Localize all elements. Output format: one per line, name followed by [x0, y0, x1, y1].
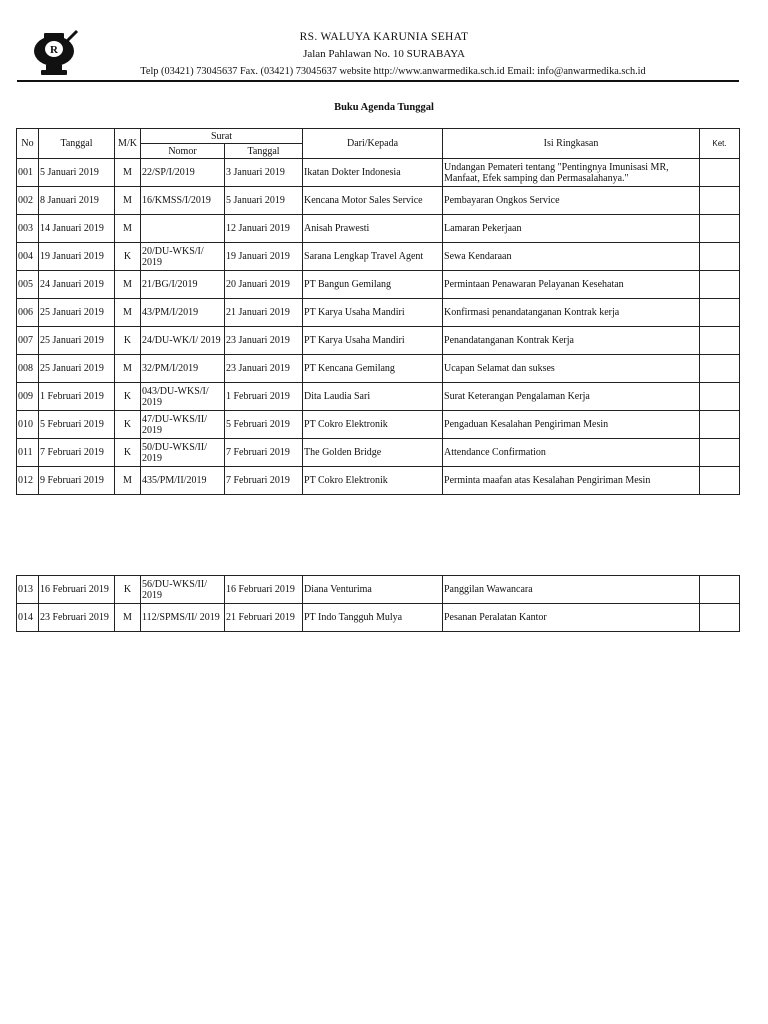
cell-no: 010	[17, 411, 39, 439]
col-header-nomor: Nomor	[141, 144, 225, 159]
cell-mk: M	[115, 604, 141, 632]
cell-tanggal: 5 Februari 2019	[39, 411, 115, 439]
header-divider	[17, 80, 739, 82]
cell-nomor: 16/KMSS/I/2019	[141, 187, 225, 215]
table-row	[17, 355, 740, 383]
col-header-mk: M/K	[115, 129, 141, 159]
cell-isi-ringkasan: Pembayaran Ongkos Service	[443, 187, 700, 215]
cell-mk: M	[115, 355, 141, 383]
cell-isi-ringkasan: Pengaduan Kesalahan Pengiriman Mesin	[443, 411, 700, 439]
logo-text: R	[50, 44, 58, 56]
cell-dari-kepada: Sarana Lengkap Travel Agent	[303, 243, 443, 271]
cell-mk: K	[115, 383, 141, 411]
cell-isi-ringkasan: Sewa Kendaraan	[443, 243, 700, 271]
table-row	[17, 411, 740, 439]
cell-ket	[700, 411, 740, 439]
cell-ket	[700, 383, 740, 411]
cell-dari-kepada: PT Cokro Elektronik	[303, 411, 443, 439]
cell-isi-ringkasan: Ucapan Selamat dan sukses	[443, 355, 700, 383]
table-row	[17, 243, 740, 271]
cell-ket	[700, 439, 740, 467]
cell-nomor: 50/DU-WKS/II/ 2019	[141, 439, 225, 467]
cell-surat-tanggal: 23 Januari 2019	[225, 355, 303, 383]
cell-nomor: 43/PM/I/2019	[141, 299, 225, 327]
cell-ket	[700, 467, 740, 495]
cell-ket	[700, 355, 740, 383]
cell-nomor: 22/SP/I/2019	[141, 159, 225, 187]
cell-dari-kepada: The Golden Bridge	[303, 439, 443, 467]
cell-surat-tanggal: 21 Februari 2019	[225, 604, 303, 632]
cell-tanggal: 25 Januari 2019	[39, 355, 115, 383]
cell-no: 008	[17, 355, 39, 383]
table-row	[17, 383, 740, 411]
col-header-surat: Surat	[141, 129, 303, 144]
cell-mk: K	[115, 576, 141, 604]
cell-isi-ringkasan: Penandatanganan Kontrak Kerja	[443, 327, 700, 355]
hospital-address: Jalan Pahlawan No. 10 SURABAYA	[303, 48, 465, 60]
cell-no: 012	[17, 467, 39, 495]
cell-tanggal: 19 Januari 2019	[39, 243, 115, 271]
cell-isi-ringkasan: Perminta maafan atas Kesalahan Pengiriman Mesin	[443, 467, 700, 495]
cell-ket	[700, 327, 740, 355]
cell-surat-tanggal: 5 Januari 2019	[225, 187, 303, 215]
cell-no: 011	[17, 439, 39, 467]
cell-ket	[700, 271, 740, 299]
cell-dari-kepada: PT Karya Usaha Mandiri	[303, 327, 443, 355]
cell-mk: M	[115, 271, 141, 299]
col-header-surat-tanggal: Tanggal	[225, 144, 303, 159]
col-header-no: No	[17, 129, 39, 159]
cell-tanggal: 25 Januari 2019	[39, 327, 115, 355]
cell-dari-kepada: PT Bangun Gemilang	[303, 271, 443, 299]
cell-no: 004	[17, 243, 39, 271]
cell-isi-ringkasan: Surat Keterangan Pengalaman Kerja	[443, 383, 700, 411]
cell-no: 013	[17, 576, 39, 604]
cell-no: 002	[17, 187, 39, 215]
cell-nomor: 112/SPMS/II/ 2019	[141, 604, 225, 632]
cell-nomor: 47/DU-WKS/II/ 2019	[141, 411, 225, 439]
cell-mk: K	[115, 243, 141, 271]
table-row	[17, 159, 740, 187]
cell-surat-tanggal: 1 Februari 2019	[225, 383, 303, 411]
cell-surat-tanggal: 7 Februari 2019	[225, 467, 303, 495]
col-header-tanggal: Tanggal	[39, 129, 115, 159]
cell-dari-kepada: PT Cokro Elektronik	[303, 467, 443, 495]
cell-ket	[700, 215, 740, 243]
table-row	[17, 215, 740, 243]
cell-no: 009	[17, 383, 39, 411]
cell-mk: K	[115, 411, 141, 439]
cell-tanggal: 14 Januari 2019	[39, 215, 115, 243]
cell-ket	[700, 187, 740, 215]
cell-surat-tanggal: 16 Februari 2019	[225, 576, 303, 604]
cell-dari-kepada: Kencana Motor Sales Service	[303, 187, 443, 215]
cell-dari-kepada: Anisah Prawesti	[303, 215, 443, 243]
cell-no: 001	[17, 159, 39, 187]
col-header-ket: Ket.	[700, 129, 740, 159]
cell-tanggal: 1 Februari 2019	[39, 383, 115, 411]
cell-mk: K	[115, 439, 141, 467]
page-title: Buku Agenda Tunggal	[334, 102, 434, 113]
cell-ket	[700, 159, 740, 187]
cell-dari-kepada: PT Indo Tangguh Mulya	[303, 604, 443, 632]
cell-mk: M	[115, 467, 141, 495]
cell-ket	[700, 243, 740, 271]
cell-ket	[700, 576, 740, 604]
cell-no: 007	[17, 327, 39, 355]
cell-surat-tanggal: 5 Februari 2019	[225, 411, 303, 439]
cell-tanggal: 23 Februari 2019	[39, 604, 115, 632]
cell-no: 006	[17, 299, 39, 327]
cell-nomor: 21/BG/I/2019	[141, 271, 225, 299]
cell-surat-tanggal: 23 Januari 2019	[225, 327, 303, 355]
hospital-name: RS. WALUYA KARUNIA SEHAT	[299, 31, 469, 43]
cell-tanggal: 9 Februari 2019	[39, 467, 115, 495]
cell-nomor: 20/DU-WKS/I/ 2019	[141, 243, 225, 271]
table-row	[17, 467, 740, 495]
cell-isi-ringkasan: Permintaan Penawaran Pelayanan Kesehatan	[443, 271, 700, 299]
table-row	[17, 576, 740, 604]
table-row	[17, 327, 740, 355]
cell-mk: M	[115, 215, 141, 243]
col-header-dari-kepada: Dari/Kepada	[303, 129, 443, 159]
cell-nomor: 043/DU-WKS/I/ 2019	[141, 383, 225, 411]
cell-tanggal: 5 Januari 2019	[39, 159, 115, 187]
table-row	[17, 299, 740, 327]
cell-surat-tanggal: 7 Februari 2019	[225, 439, 303, 467]
cell-nomor: 32/PM/I/2019	[141, 355, 225, 383]
cell-tanggal: 24 Januari 2019	[39, 271, 115, 299]
cell-mk: K	[115, 327, 141, 355]
cell-tanggal: 25 Januari 2019	[39, 299, 115, 327]
cell-dari-kepada: Diana Venturima	[303, 576, 443, 604]
cell-nomor	[141, 215, 225, 243]
cell-isi-ringkasan: Lamaran Pekerjaan	[443, 215, 700, 243]
cell-ket	[700, 299, 740, 327]
cell-isi-ringkasan: Undangan Pemateri tentang "Pentingnya Imunisasi MR, Manfaat, Efek samping dan Permasalahanya."	[443, 159, 700, 187]
cell-no: 005	[17, 271, 39, 299]
agenda-table	[16, 128, 740, 495]
cell-surat-tanggal: 20 Januari 2019	[225, 271, 303, 299]
cell-surat-tanggal: 3 Januari 2019	[225, 159, 303, 187]
cell-surat-tanggal: 12 Januari 2019	[225, 215, 303, 243]
cell-dari-kepada: Dita Laudia Sari	[303, 383, 443, 411]
cell-dari-kepada: Ikatan Dokter Indonesia	[303, 159, 443, 187]
cell-mk: M	[115, 299, 141, 327]
cell-mk: M	[115, 159, 141, 187]
cell-mk: M	[115, 187, 141, 215]
agenda-table-continued	[16, 575, 740, 632]
table-row	[17, 187, 740, 215]
cell-surat-tanggal: 21 Januari 2019	[225, 299, 303, 327]
cell-no: 003	[17, 215, 39, 243]
cell-nomor: 56/DU-WKS/II/ 2019	[141, 576, 225, 604]
cell-tanggal: 16 Februari 2019	[39, 576, 115, 604]
cell-surat-tanggal: 19 Januari 2019	[225, 243, 303, 271]
table-row	[17, 604, 740, 632]
cell-isi-ringkasan: Attendance Confirmation	[443, 439, 700, 467]
cell-tanggal: 8 Januari 2019	[39, 187, 115, 215]
table-row	[17, 439, 740, 467]
cell-ket	[700, 604, 740, 632]
cell-tanggal: 7 Februari 2019	[39, 439, 115, 467]
cell-isi-ringkasan: Pesanan Peralatan Kantor	[443, 604, 700, 632]
table-row	[17, 271, 740, 299]
col-header-isi-ringkasan: Isi Ringkasan	[443, 129, 700, 159]
hospital-contact: Telp (03421) 73045637 Fax. (03421) 73045637 website http://www.anwarmedika.sch.id Email: info@anwarmedika.sch.id	[140, 66, 646, 77]
cell-dari-kepada: PT Kencana Gemilang	[303, 355, 443, 383]
cell-isi-ringkasan: Konfirmasi penandatanganan Kontrak kerja	[443, 299, 700, 327]
cell-isi-ringkasan: Panggilan Wawancara	[443, 576, 700, 604]
cell-dari-kepada: PT Karya Usaha Mandiri	[303, 299, 443, 327]
cell-nomor: 435/PM/II/2019	[141, 467, 225, 495]
cell-no: 014	[17, 604, 39, 632]
cell-nomor: 24/DU-WK/I/ 2019	[141, 327, 225, 355]
